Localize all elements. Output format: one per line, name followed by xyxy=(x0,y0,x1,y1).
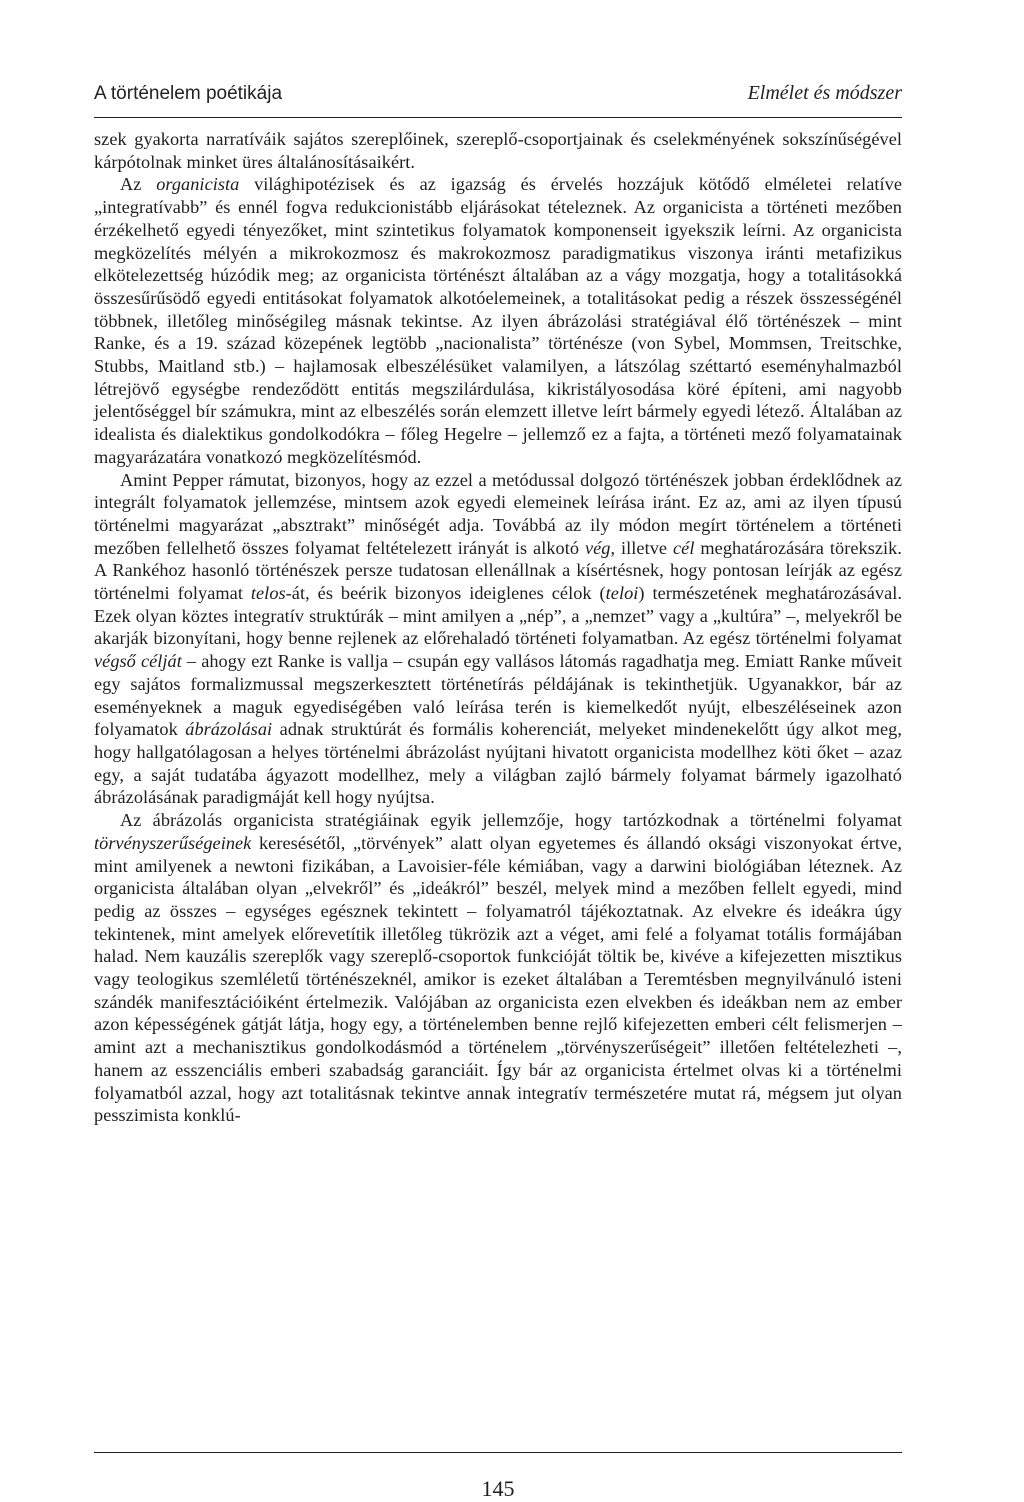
italic-term: telos xyxy=(250,583,286,604)
paragraph xyxy=(94,128,902,173)
page-number: 145 xyxy=(481,1476,515,1501)
paragraph xyxy=(94,469,902,810)
running-header xyxy=(94,82,902,118)
italic-term: végső célját xyxy=(94,651,182,672)
footer-rule xyxy=(94,1452,902,1453)
text-run: Amint Pepper rámutat, bizonyos, hogy az ezzel a metódussal dolgozó történészek jobban érdeklődnek az integrált folyamatok jellemzése, mintsem azok egyedi elemeinek leírása iránt. Ez az, ami az ilyen típusú történelmi magyarázat „absztrakt” minőségét adja. Továbbá az ily módon megírt történelem a történeti mezőben fellelhető összes folyamat feltételezett irányát is alkotó xyxy=(94,469,902,558)
text-run: keresésétől, „törvények” alatt olyan egyetemes és állandó oksági viszonyokat értve, mint amilyenek a newtoni fizikában, a Lavoisier-féle kémiában, vagy a darwini biológiában léteznek. Az organicista általában olyan „elvekről” és „ideákról” beszél, melyek mind a mezőben fellelt egyedi, mind pedig az összes – egységes egésznek tekintett – folyamatról tájékoztatnak. Az elvekre és ideákra úgy tekintenek, mint amelyek előrevetítik illetőleg tükrözik azt a véget, ami felé a folyamat totális formájában halad. Nem kauzális szereplők vagy szereplő-csoportok funkcióját töltik be, kivéve a kifejezetten misztikus vagy teologikus szemléletű történészeknél, amikor is ezeket általában a Teremtésben megnyilvánuló isteni szándék manifesztációiként értelmezik. Valójában az organicista ezen elvekben és ideákban nem az ember azon képességének gátját látja, hogy egy, a történelemben benne rejlő kifejezetten emberi célt felismerjen – amint azt a mechanisztikus gondolkodásmód a történelem „törvényszerűségeit” illetően feltételezheti –, hanem az esszenciális emberi szabadság garanciáit. Így bár az organicista értelmet olvas ki a történelmi folyamatból azzal, hogy azt totalitásnak tekintve annak integratív természetére mutat rá, mégsem jut olyan pesszimista konklú- xyxy=(94,832,902,1126)
text-run: adnak struktúrát és formális koherenciát, melyeket mindenekelőtt úgy alkot meg, hogy hallgatólagosan a helyes történelmi ábrázolást nyújtani hivatott organicista modellhez köti őket – azaz egy, a saját tudatába ágyazott modellhez, mely a világban zajló bármely folyamat bármely igazolható ábrázolásának paradigmáját kell hogy nyújtsa. xyxy=(94,719,902,808)
text-run: -át, és beérik bizonyos ideiglenes célok ( xyxy=(285,583,606,604)
text-run: ) természetének meghatározásával. Ezek olyan köztes integratív struktúrák – mint amilyen a „nép”, a „nemzet” vagy a „kultúra” –, melyekről be akarják bizonyítani, hogy benne rejlenek az előrehaladó történeti folyamatban. Az egész történelmi folyamat xyxy=(94,583,902,649)
italic-term: vég xyxy=(584,537,611,558)
header-section-title: Elmélet és módszer xyxy=(747,82,902,104)
italic-term: cél xyxy=(673,537,695,558)
text-run: világhipotézisek és az igazság és érvelés hozzájuk kötődő elméletei relatíve „integratívabb” és ennél fogva redukcionistább eljárásokat tételeznek. Az organicista a történeti mezőben érzékelhető egyedi tényezőket, mint szintetikus folyamatok komponenseit igyekszik leírni. Az organicista megközelítés mélyén a mikrokozmosz és makrokozmosz paradigmatikus viszonya iránti metafizikus elkötelezettség húzódik meg; az organicista történészt általában az a vágy mozgatja, hogy a totalitásokká összesűrűsödő egyedi entitásokat folyamatok alkotóelemeinek, a totalitásokat pedig a részek összességénél többnek, illetőleg minőségileg másnak tekintse. Az ilyen ábrázolási stratégiával élő történészek – mint Ranke, és a 19. század közepének legtöbb „nacionalista” történésze (von Sybel, Mommsen, Treitschke, Stubbs, Maitland stb.) – hajlamosak elbeszélésüket valamilyen, a látszólag széttartó eseményhalmazból létrejövő egységbe rendeződött entitás megszilárdulása, kikristályosodása köré építeni, ami nagyobb jelentőséggel bír számukra, mint az elbeszélés során elemzett illetve leírt bármely egyedi létező. Általában az idealista és dialektikus gondolkodókra – főleg Hegelre – jellemző ez a fajta, a történeti mező folyamatainak magyarázatára vonatkozó megközelítésmód. xyxy=(94,174,902,467)
body-text xyxy=(94,128,902,1127)
text-run: Az xyxy=(120,174,157,195)
header-book-title: A történelem poétikája xyxy=(94,83,283,104)
italic-term: ábrázolásai xyxy=(185,719,273,740)
text-run: szek gyakorta narratíváik sajátos szereplőinek, szereplő-csoportjainak és cselekményének sokszínűségével kárpótolnak minket üres általánosításaikért. xyxy=(94,129,902,172)
text-run: meghatározására törekszik. A Rankéhoz hasonló történészek persze tudatosan ellenállnak a kísértésnek, hogy pontosan leírják az egész történelmi folyamat xyxy=(94,537,902,604)
italic-term: törvényszerűségeinek xyxy=(94,832,252,853)
paragraph xyxy=(94,809,902,1127)
italic-term: teloi xyxy=(605,583,639,604)
text-run: Az ábrázolás organicista stratégiáinak egyik jellemzője, hogy tartózkodnak a történelmi folyamat xyxy=(120,810,902,831)
italic-term: organicista xyxy=(156,174,240,195)
text-run: – ahogy ezt Ranke is vallja – csupán egy vallásos látomás ragadhatja meg. Emiatt Ranke műveit egy sajátos formalizmussal megszerkesztett történetírás példájának is tekinthetjük. Ugyanakkor, bár az eseményeknek a maguk egyediségében való leírása terén is kiemelkedőt nyújt, elbeszéléseinek azon folyamatok xyxy=(94,651,902,740)
document-page xyxy=(94,82,902,1501)
paragraph xyxy=(94,173,902,468)
text-run: , illetve xyxy=(610,537,674,558)
